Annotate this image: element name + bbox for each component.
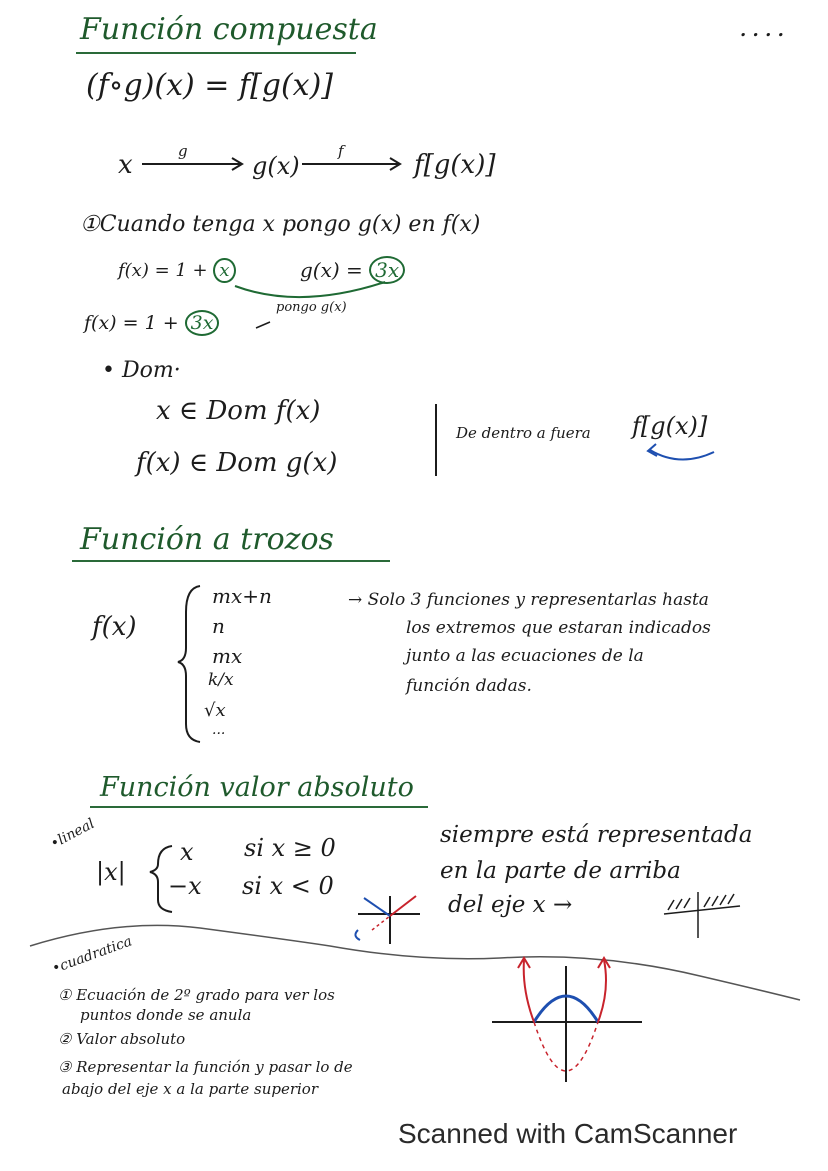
case-1-cond: si x ≥ 0 <box>244 834 336 862</box>
piece-1: mx+n <box>212 584 272 608</box>
piecewise-brace <box>178 586 200 742</box>
dom-line-1: x ∈ Dom f(x) <box>156 396 321 426</box>
absolute-note-1: siempre está representada <box>440 822 753 848</box>
case-2-cond: si x < 0 <box>242 872 334 900</box>
section-title-piecewise: Función a trozos <box>80 522 334 557</box>
map-arrow-f <box>302 158 400 170</box>
map-g-label: g <box>178 142 188 160</box>
piece-5: √x <box>204 700 226 721</box>
dom-fgx: f[g(x)] <box>632 412 708 440</box>
quadratic-step-1: ① Ecuación de 2º grado para ver los <box>58 986 335 1004</box>
piecewise-note-1: → Solo 3 funciones y representarlas hasta <box>348 590 709 610</box>
piecewise-note-3: junto a las ecuaciones de la <box>406 646 644 666</box>
quadratic-step-1b: puntos donde se anula <box>80 1006 252 1024</box>
section-title-absolute: Función valor absoluto <box>100 772 414 803</box>
absolute-note-2: en la parte de arriba <box>440 858 681 884</box>
quadratic-abs-graph <box>492 958 642 1082</box>
corner-dots: . . . . <box>740 20 784 41</box>
step-1-text: ①Cuando tenga x pongo g(x) en f(x) <box>80 212 481 237</box>
wavy-divider <box>30 925 800 1000</box>
example-g-text: g(x) = <box>300 258 370 282</box>
example-note-arrow <box>256 322 270 328</box>
section-title-composite: Función compuesta <box>80 12 378 47</box>
map-arrow-g <box>142 158 242 170</box>
case-1-expr: x <box>180 838 194 866</box>
example-result-text: f(x) = 1 + <box>84 312 185 334</box>
piece-2: n <box>212 614 225 638</box>
abs-sketch-small <box>355 896 420 944</box>
dom-blue-arrow <box>650 450 714 460</box>
cuadratica-label: •cuadratica <box>50 933 135 978</box>
example-f-circled: x <box>213 258 235 283</box>
lineal-label: •lineal <box>48 815 98 853</box>
map-f-label: f <box>338 142 344 160</box>
dom-note: De dentro a fuera <box>456 424 591 442</box>
composite-definition: (f∘g)(x) = f[g(x)] <box>86 68 334 103</box>
map-fgx: f[g(x)] <box>414 150 496 180</box>
example-result-circled: 3x <box>185 310 220 336</box>
quadratic-step-2: ② Valor absoluto <box>58 1030 186 1048</box>
above-axis-sketch <box>664 892 740 938</box>
example-g-circled: 3x <box>369 256 405 284</box>
example-f-text: f(x) = 1 + <box>118 260 214 281</box>
quadratic-step-3b: abajo del eje x a la parte superior <box>62 1080 318 1098</box>
dom-label: • Dom· <box>102 358 181 383</box>
example-note: pongo g(x) <box>276 300 347 315</box>
abs-brace <box>150 846 172 912</box>
example-arc <box>235 282 385 297</box>
piecewise-fx: f(x) <box>92 612 137 642</box>
piece-3: mx <box>212 644 243 668</box>
abs-x: |x| <box>96 858 126 886</box>
quadratic-step-3: ③ Representar la función y pasar lo de <box>58 1058 353 1076</box>
piecewise-note-4: función dadas. <box>406 676 532 696</box>
absolute-note-3: del eje x → <box>448 892 573 918</box>
case-2-expr: −x <box>168 872 202 900</box>
dom-blue-arrowhead <box>648 444 657 456</box>
map-gx: g(x) <box>252 152 300 180</box>
piece-4: k/x <box>208 670 234 690</box>
piecewise-note-2: los extremos que estaran indicados <box>406 618 711 638</box>
map-x: x <box>118 150 133 180</box>
piece-6: ... <box>212 722 226 738</box>
scanner-watermark: Scanned with CamScanner <box>398 1118 738 1149</box>
dom-line-2: f(x) ∈ Dom g(x) <box>136 448 338 478</box>
